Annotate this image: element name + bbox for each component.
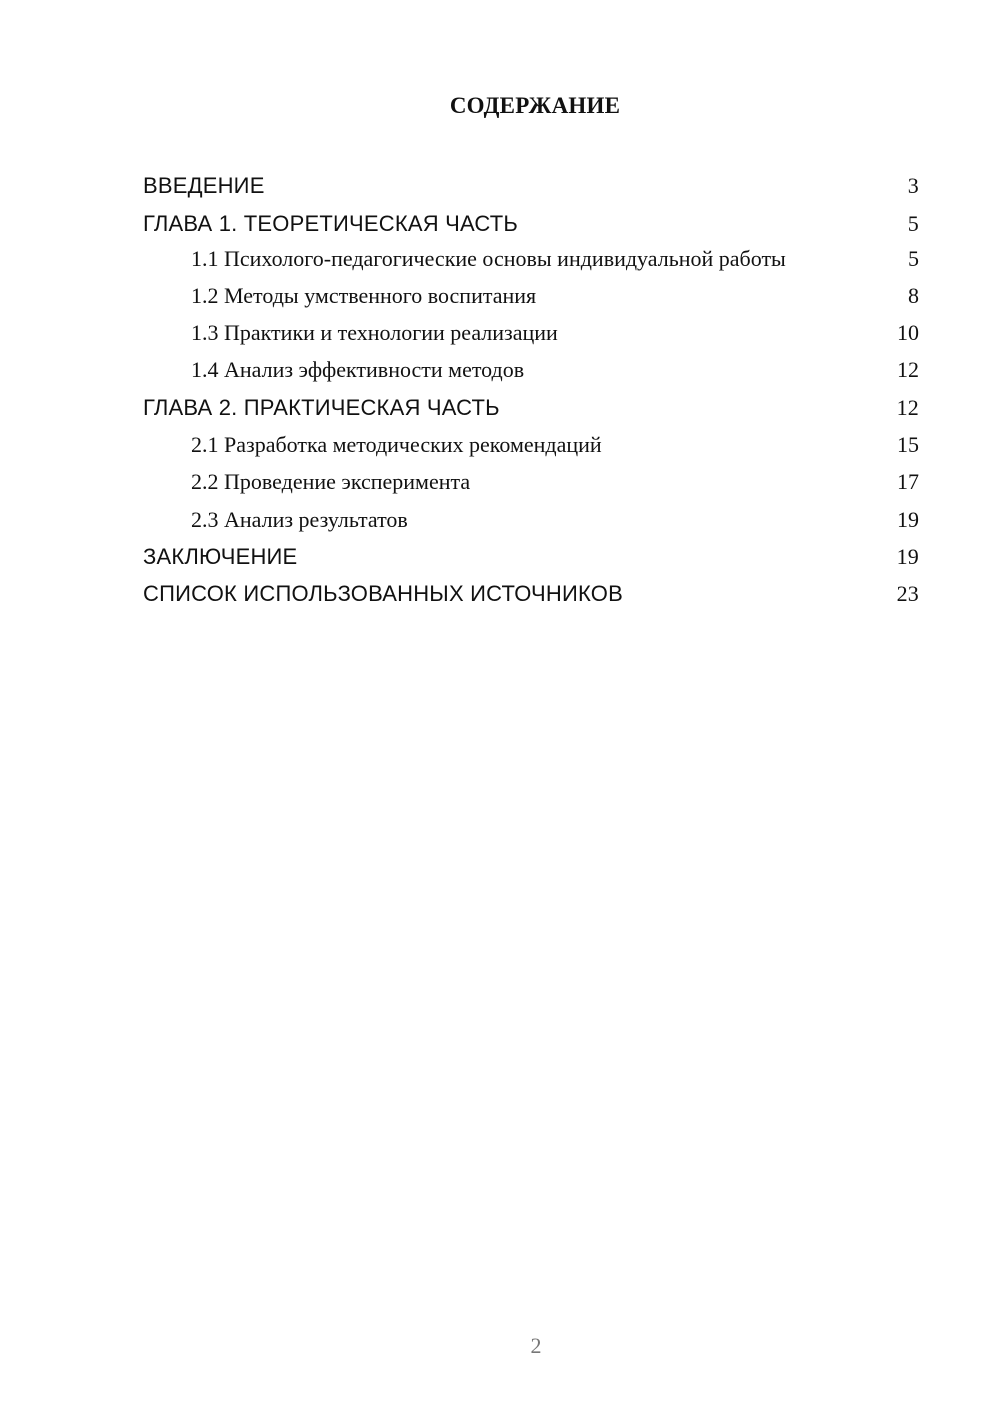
toc-entry-label: 1.2 Методы умственного воспитания: [191, 282, 537, 308]
toc-entry-label: 2.1 Разработка методических рекомендаций: [191, 432, 602, 458]
toc-entry-section-2-2[interactable]: [143, 462, 919, 499]
toc-entry-chapter-2[interactable]: [143, 387, 919, 424]
toc-entry-page: 10: [897, 320, 919, 346]
toc-entry-section-1-4[interactable]: [143, 350, 919, 387]
toc-entry-introduction[interactable]: [143, 166, 919, 203]
toc-entry-page: 12: [897, 357, 919, 383]
toc-entry-conclusion[interactable]: [143, 537, 919, 574]
toc-entry-label: 1.3 Практики и технологии реализации: [191, 320, 558, 346]
toc-entry-label: ГЛАВА 1. ТЕОРЕТИЧЕСКАЯ ЧАСТЬ: [143, 210, 519, 236]
toc-entry-section-1-2[interactable]: [143, 276, 919, 313]
page-number: 2: [530, 1333, 542, 1358]
toc-entry-page: 5: [907, 210, 919, 236]
toc-entry-label: ГЛАВА 2. ПРАКТИЧЕСКАЯ ЧАСТЬ: [143, 394, 500, 420]
toc-entry-page: 17: [897, 469, 919, 495]
table-of-contents: [143, 166, 919, 611]
toc-entry-page: 19: [896, 543, 919, 569]
toc-entry-label: 2.3 Анализ результатов: [191, 506, 408, 532]
toc-entry-label: СПИСОК ИСПОЛЬЗОВАННЫХ ИСТОЧНИКОВ: [143, 581, 623, 607]
toc-entry-label: 2.2 Проведение эксперимента: [191, 469, 471, 495]
toc-entry-label: ЗАКЛЮЧЕНИЕ: [143, 543, 298, 569]
toc-entry-page: 15: [897, 432, 919, 458]
toc-entry-page: 19: [897, 506, 919, 532]
toc-entry-page: 8: [908, 282, 919, 308]
toc-entry-page: 23: [896, 581, 919, 607]
toc-entry-chapter-1[interactable]: [143, 203, 919, 240]
toc-entry-page: 3: [907, 173, 919, 199]
toc-entry-section-1-1[interactable]: [143, 241, 919, 276]
toc-entry-page: 5: [908, 245, 919, 271]
page-title: СОДЕРЖАНИЕ: [449, 93, 621, 118]
toc-entry-section-1-3[interactable]: [143, 313, 919, 350]
toc-entry-section-2-1[interactable]: [143, 425, 919, 462]
toc-entry-label: ВВЕДЕНИЕ: [143, 173, 265, 199]
toc-entry-page: 12: [896, 394, 919, 420]
toc-entry-label: 1.1 Психолого-педагогические основы индивидуальной работы: [191, 245, 786, 271]
toc-entry-label: 1.4 Анализ эффективности методов: [191, 357, 525, 383]
toc-entry-section-2-3[interactable]: [143, 499, 919, 536]
toc-entry-references[interactable]: [143, 574, 919, 611]
